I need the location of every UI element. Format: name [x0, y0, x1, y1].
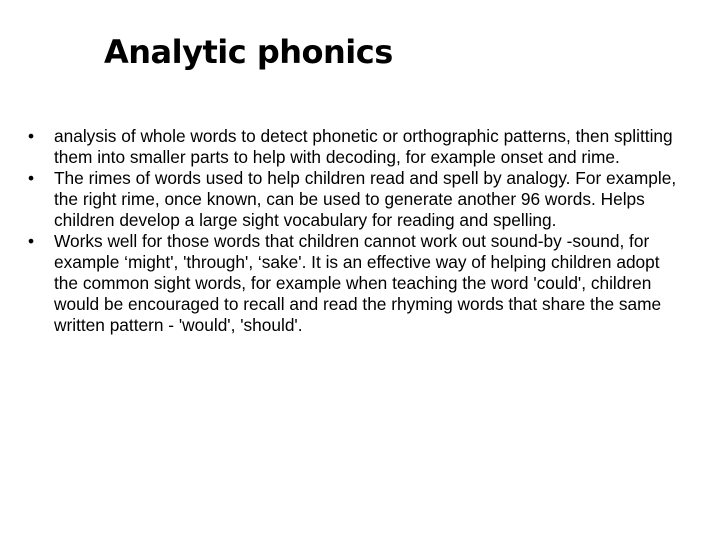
bullet-item-3 [28, 231, 678, 336]
bullet-icon: • [28, 168, 35, 188]
bullet-item-1 [28, 126, 678, 168]
bullet-text-3: Works well for those words that children cannot work out sound-by -sound, for example ‘might', 'through', ‘sake'. It is an effective way of helping children adopt the common sight words, for example when teaching the word 'could', children would be encouraged to recall and read the rhyming words that share the same written pattern - 'would', 'should'. [54, 231, 662, 335]
bullet-text-2: The rimes of words used to help children read and spell by analogy. For example, the right rime, once known, can be used to generate another 96 words. Helps children develop a large sight vocabulary for reading and spelling. [54, 168, 677, 230]
bullet-text-1: analysis of whole words to detect phonetic or orthographic patterns, then splitting them into smaller parts to help with decoding, for example onset and rime. [54, 126, 673, 167]
bullet-icon: • [28, 231, 35, 251]
bullet-item-2 [28, 168, 678, 231]
bullet-list [28, 126, 678, 336]
bullet-icon: • [28, 126, 35, 146]
slide-title: Analytic phonics [104, 33, 393, 71]
